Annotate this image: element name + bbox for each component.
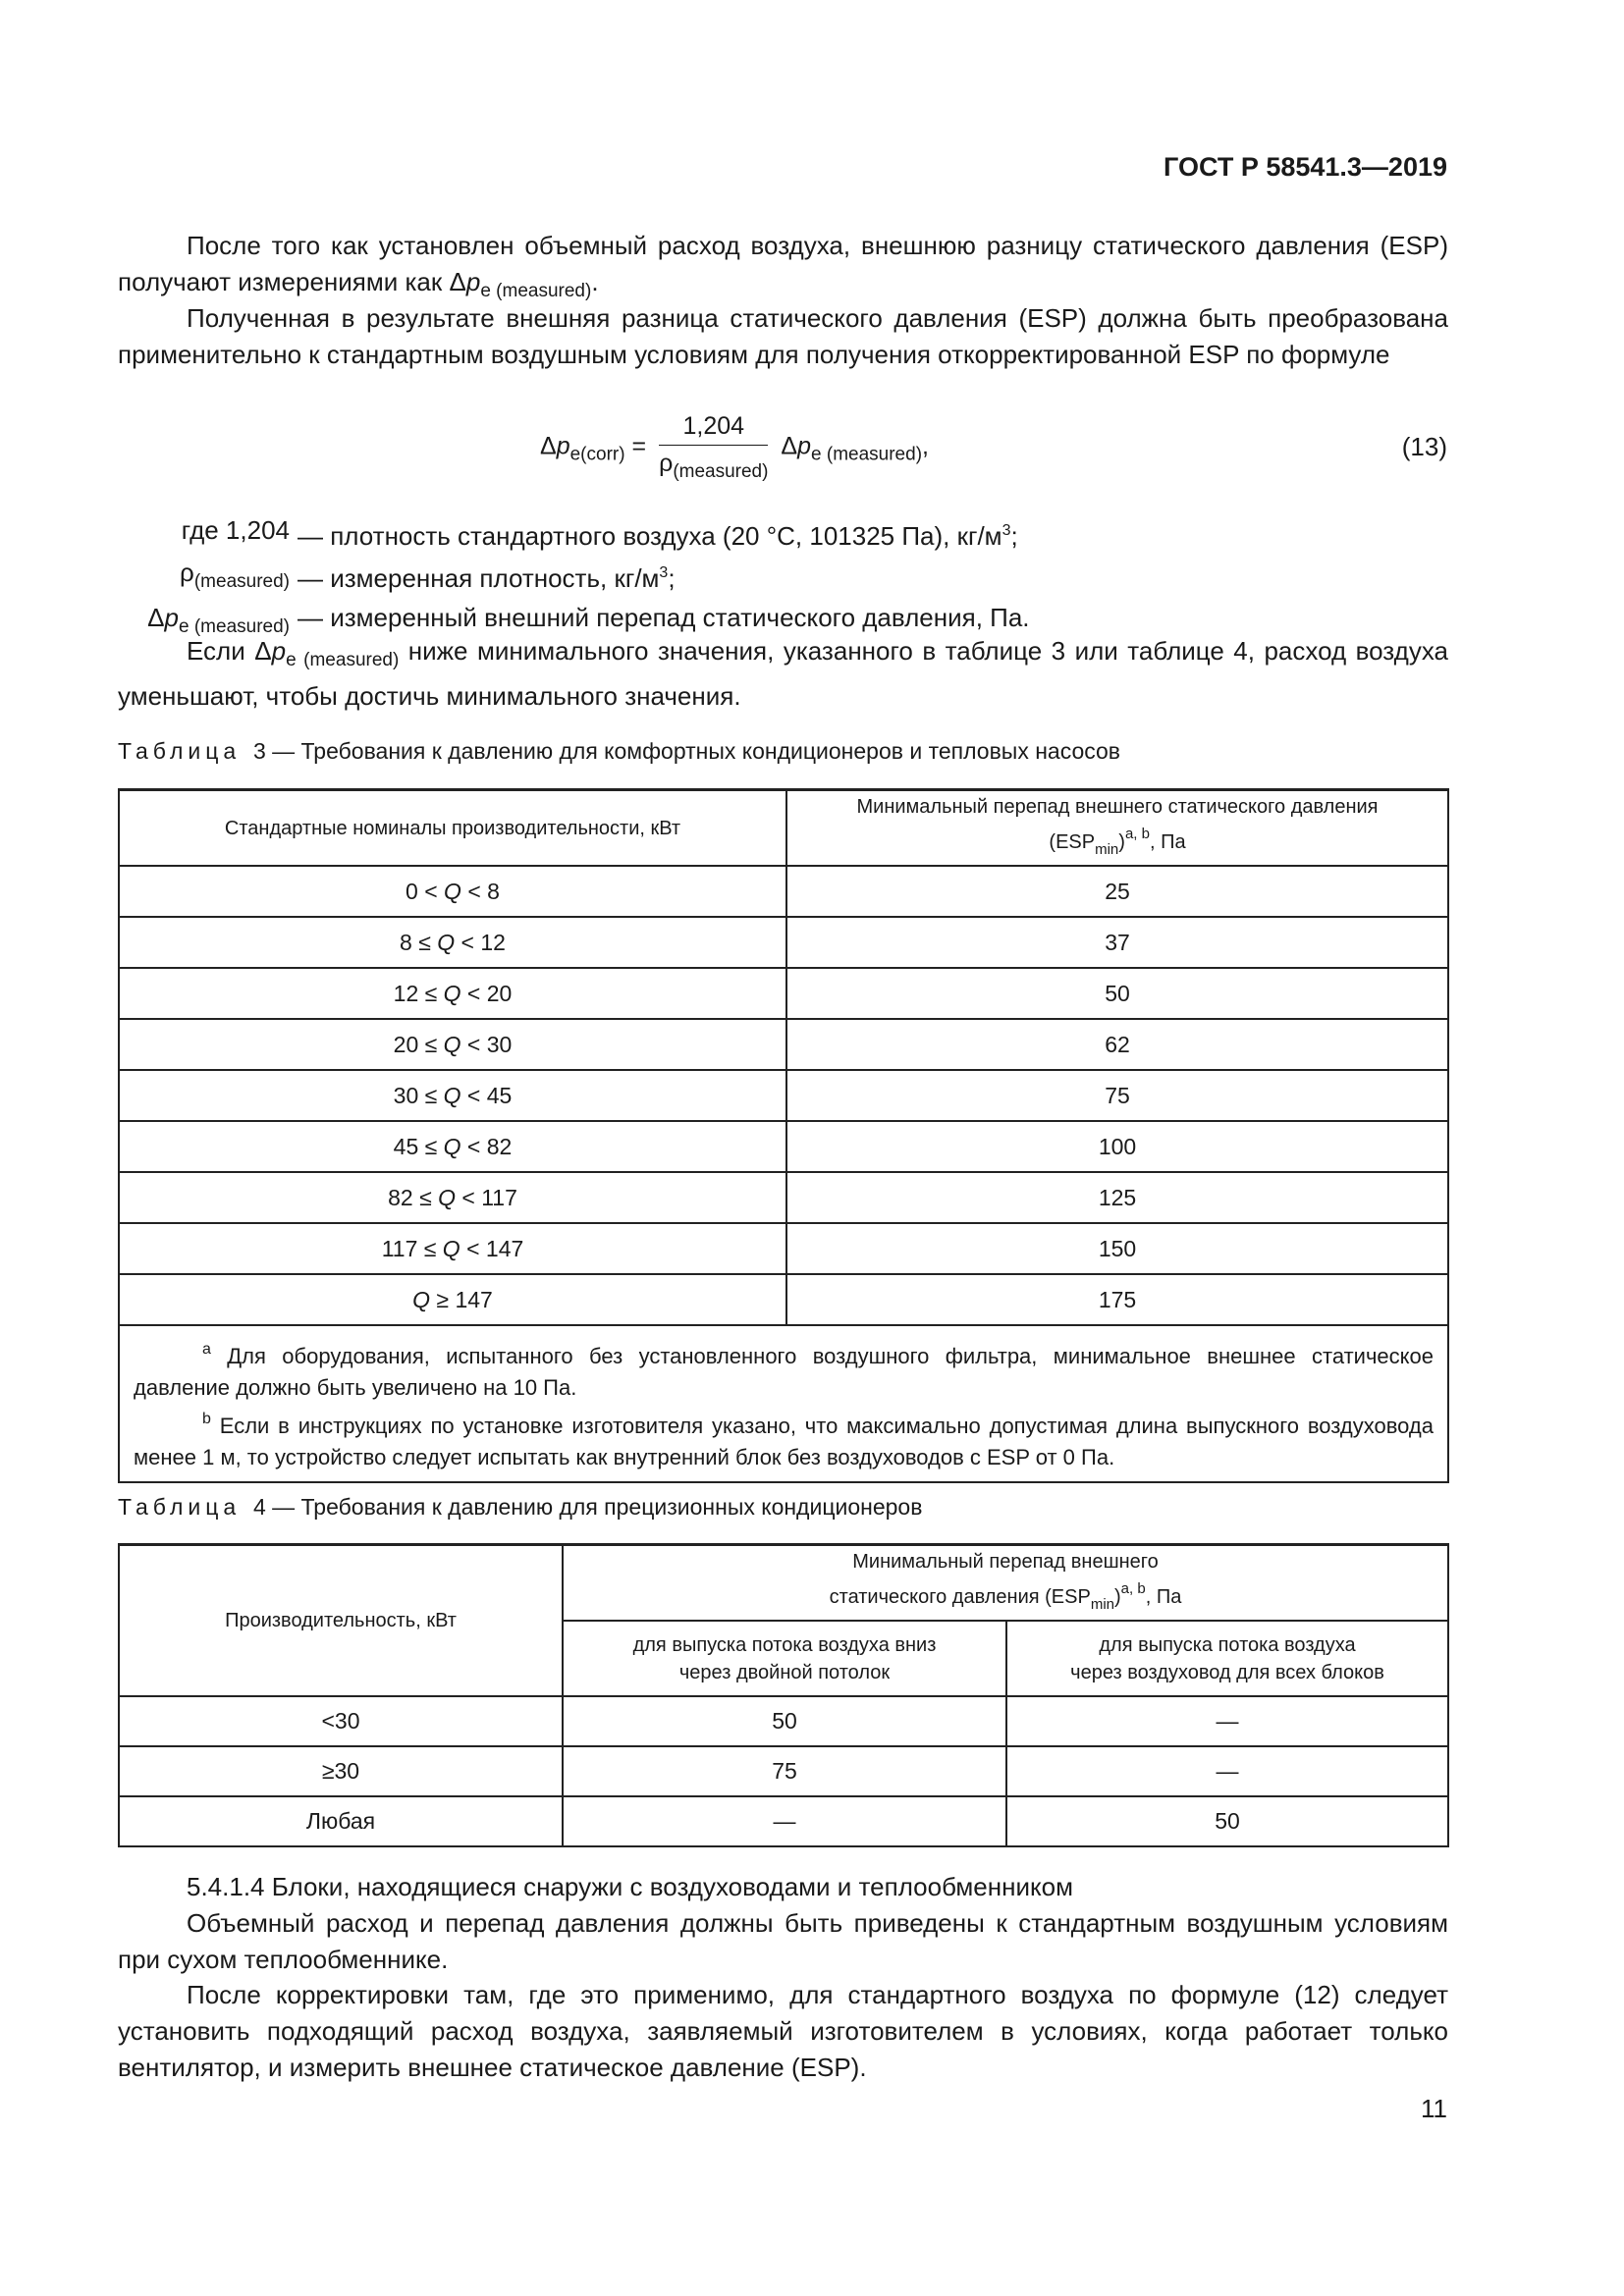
range-start: 8 ≤ — [400, 929, 438, 955]
paragraph-3 — [118, 633, 1448, 715]
table-4-caption — [118, 1494, 922, 1521]
section-title: 5.4.1.4 Блоки, находящиеся снаружи с воздуховодами и теплообменником — [187, 1872, 1073, 1901]
range-end: < 82 — [460, 1133, 513, 1159]
table-4-group-sub: min — [1090, 1595, 1114, 1613]
table-row — [119, 1746, 1448, 1796]
table-cell: 50 — [563, 1696, 1006, 1746]
paragraph-1 — [118, 228, 1448, 309]
standard-header: ГОСТ Р 58541.3—2019 — [1164, 152, 1447, 182]
definition-term-p: p — [164, 603, 179, 632]
definition-term-subscript: (measured) — [193, 571, 290, 592]
paragraph-3-start: Если Δ — [187, 636, 272, 666]
definition-row — [118, 512, 1030, 555]
table-3-caption-text: 3 — Требования к давлению для комфортных кондиционеров и тепловых насосов — [252, 738, 1121, 764]
formula-rhs-p: p — [797, 432, 812, 460]
paragraph-3-subscript: e (measured) — [286, 650, 400, 670]
range-start: 0 < — [406, 878, 445, 904]
definition-term: где 1,204 — [181, 515, 290, 545]
paragraph-1-symbol: p — [465, 267, 481, 296]
formula-lhs-subscript: e(corr) — [569, 444, 625, 465]
paragraph-3-symbol: p — [271, 636, 287, 666]
range-var: Q — [443, 1133, 461, 1159]
formula-fraction — [659, 412, 768, 483]
table-4-sub-1-line-1: для выпуска потока воздуха вниз — [632, 1633, 937, 1656]
table-row — [119, 1796, 1448, 1846]
range-start: 30 ≤ — [393, 1082, 444, 1108]
table-cell — [119, 1121, 786, 1172]
page-number: 11 — [1421, 2094, 1447, 2123]
paragraph-4: Объемный расход и перепад давления должны быть приведены к стандартным воздушным условиям при сухом теплообменнике. — [118, 1908, 1448, 1974]
table-cell: 37 — [786, 917, 1448, 968]
table-cell: ≥30 — [119, 1746, 563, 1796]
table-3-col-2-paren: ) — [1118, 830, 1125, 853]
table-cell: 25 — [786, 866, 1448, 917]
paragraph-5: После корректировки там, где это применимо, для стандартного воздуха по формуле (12) следует установить подходящий расход воздуха, заявляемый изготовителем в условиях, когда работает только вентилятор, и измерить внешнее статическое давление (ESP). — [118, 1980, 1448, 2082]
table-3-col-2-esp: (ESP — [1049, 830, 1096, 853]
formula-denominator-subscript: (measured) — [673, 461, 769, 482]
range-end: < 117 — [456, 1184, 517, 1210]
definition-sup: 3 — [1001, 522, 1011, 539]
table-3-col-2-header — [786, 790, 1448, 867]
range-var: Q — [442, 1235, 460, 1261]
range-var: Q — [443, 980, 461, 1006]
table-cell: — — [563, 1796, 1006, 1846]
table-4-sub-1-line-2: через двойной потолок — [678, 1661, 891, 1683]
formula-equals: = — [631, 432, 647, 460]
range-end: < 45 — [460, 1082, 513, 1108]
definition-row — [118, 555, 1030, 600]
table-row — [119, 917, 1448, 968]
table-4-sub-2-line-2: через воздуховод для всех блоков — [1070, 1661, 1384, 1683]
definition-end: ; — [668, 563, 676, 593]
table-cell: <30 — [119, 1696, 563, 1746]
table-4-group-paren: ) — [1114, 1585, 1121, 1608]
range-var: Q — [443, 1082, 461, 1108]
table-cell — [119, 968, 786, 1019]
range-end: ≥ 147 — [430, 1286, 493, 1312]
table-row — [119, 1696, 1448, 1746]
paragraph-3-text: ниже минимального значения, указанного в таблице 3 или таблице 4, расход воздуха уменьшают, чтобы достичь минимального значения. — [118, 636, 1448, 711]
table-3-col-2-sup: a, b — [1124, 825, 1150, 842]
table-3-col-2-unit: , Па — [1149, 830, 1186, 853]
definition-term-subscript: e (measured) — [179, 616, 290, 637]
table-4-group-sup: a, b — [1120, 1579, 1146, 1597]
table-4-caption-word: Таблица — [118, 1494, 242, 1520]
table-3-col-2-line-1: Минимальный перепад внешнего статического давления — [856, 795, 1379, 818]
formula-numerator: 1,204 — [659, 412, 768, 446]
table-cell — [119, 917, 786, 968]
definition-end: ; — [1010, 521, 1018, 551]
definition-term-symbol: ρ — [180, 558, 194, 587]
table-row — [119, 1019, 1448, 1070]
paragraph-2: Полученная в результате внешняя разница статического давления (ESP) должна быть преобразована применительно к стандартным воздушным условиям для получения откорректированной ESP по формуле — [118, 303, 1448, 369]
formula-delta: Δ — [540, 432, 557, 460]
table-4-group-line-1: Минимальный перепад внешнего — [852, 1550, 1159, 1573]
definition-text: — плотность стандартного воздуха (20 °С, 101325 Па), кг/м — [298, 521, 1002, 551]
table-cell: 75 — [563, 1746, 1006, 1796]
range-end: < 8 — [460, 878, 500, 904]
table-cell: 125 — [786, 1172, 1448, 1223]
table-4 — [118, 1543, 1449, 1847]
table-cell: — — [1006, 1696, 1448, 1746]
definition-term — [118, 555, 298, 600]
table-cell — [119, 1070, 786, 1121]
range-end: < 147 — [460, 1235, 524, 1261]
paragraph-1-text: После того как установлен объемный расход воздуха, внешнюю разницу статического давления (ESP) получают измерениями как Δ — [118, 231, 1448, 296]
formula-denominator — [659, 446, 768, 483]
range-end: < 30 — [460, 1031, 513, 1057]
table-4-sub-header-1 — [563, 1621, 1006, 1696]
table-row — [119, 1172, 1448, 1223]
table-3-notes-row — [119, 1325, 1448, 1482]
range-start: 20 ≤ — [393, 1031, 444, 1057]
paragraph-1-end: . — [591, 267, 599, 296]
formula-rho: ρ — [659, 450, 674, 477]
range-var: Q — [412, 1286, 431, 1312]
range-var: Q — [443, 1031, 461, 1057]
table-cell: Любая — [119, 1796, 563, 1846]
table-4-sub-2-line-1: для выпуска потока воздуха — [1099, 1633, 1356, 1656]
table-row — [119, 968, 1448, 1019]
note-a — [134, 1334, 1434, 1404]
range-start: 12 ≤ — [393, 980, 444, 1006]
table-3-col-1-header: Стандартные номиналы производительности, кВт — [119, 790, 786, 867]
formula-number: (13) — [1401, 432, 1447, 461]
range-start: 117 ≤ — [381, 1235, 443, 1261]
table-row — [119, 1274, 1448, 1325]
note-a-text: Для оборудования, испытанного без установленного воздушного фильтра, минимальное внешнее статическое давление должно быть увеличено на 10 Па. — [134, 1344, 1434, 1400]
table-cell: 100 — [786, 1121, 1448, 1172]
definition-text: — измеренная плотность, кг/м — [298, 563, 660, 593]
table-4-header-row-1 — [119, 1545, 1448, 1622]
table-3-caption-word: Таблица — [118, 738, 242, 764]
table-row — [119, 1223, 1448, 1274]
table-cell: 75 — [786, 1070, 1448, 1121]
range-start: 82 ≤ — [388, 1184, 439, 1210]
formula-13 — [540, 412, 929, 483]
table-4-group-unit: , Па — [1145, 1585, 1182, 1608]
definition-sup: 3 — [659, 564, 669, 581]
note-b-mark: b — [202, 1411, 211, 1427]
table-cell: — — [1006, 1746, 1448, 1796]
table-cell: 150 — [786, 1223, 1448, 1274]
table-cell — [119, 1172, 786, 1223]
range-var: Q — [438, 1184, 456, 1210]
range-var: Q — [444, 878, 461, 904]
table-4-col-1-header: Производительность, кВт — [119, 1545, 563, 1697]
definition-term-symbol: Δ — [147, 603, 165, 632]
table-3-col-2-sub: min — [1095, 840, 1119, 858]
table-cell: 50 — [786, 968, 1448, 1019]
table-cell: 62 — [786, 1019, 1448, 1070]
note-a-mark: a — [202, 1341, 211, 1358]
table-4-group-line-2: статического давления (ESP — [829, 1585, 1091, 1608]
definitions-list — [118, 512, 1030, 645]
table-row — [119, 1121, 1448, 1172]
table-3-header-row — [119, 790, 1448, 867]
note-b — [134, 1404, 1434, 1473]
table-3-notes — [119, 1325, 1448, 1482]
formula-rhs-subscript: e (measured) — [811, 444, 923, 465]
table-cell: 50 — [1006, 1796, 1448, 1846]
formula-lhs-p: p — [556, 432, 570, 460]
table-4-group-header — [563, 1545, 1448, 1622]
range-var: Q — [437, 929, 456, 955]
table-3 — [118, 788, 1449, 1483]
formula-rhs-delta: Δ — [781, 432, 798, 460]
table-3-caption — [118, 738, 1120, 765]
table-cell — [119, 1019, 786, 1070]
table-row — [119, 1070, 1448, 1121]
table-4-caption-text: 4 — Требования к давлению для прецизионных кондиционеров — [252, 1494, 923, 1520]
table-row — [119, 866, 1448, 917]
range-end: < 20 — [460, 980, 513, 1006]
range-end: < 12 — [455, 929, 506, 955]
formula-comma: , — [922, 432, 929, 460]
range-start: 45 ≤ — [393, 1133, 444, 1159]
table-cell — [119, 1223, 786, 1274]
paragraph-1-subscript: e (measured) — [480, 281, 592, 301]
definition-text: — измеренный внешний перепад статического давления, Па. — [298, 603, 1030, 632]
table-cell: 175 — [786, 1274, 1448, 1325]
table-4-sub-header-2 — [1006, 1621, 1448, 1696]
table-cell — [119, 1274, 786, 1325]
note-b-text: Если в инструкциях по установке изготовителя указано, что максимально допустимая длина выпускного воздуховода менее 1 м, то устройство следует испытать как внутренний блок без воздуховодов с ESP от 0 Па. — [134, 1414, 1434, 1469]
table-cell — [119, 866, 786, 917]
